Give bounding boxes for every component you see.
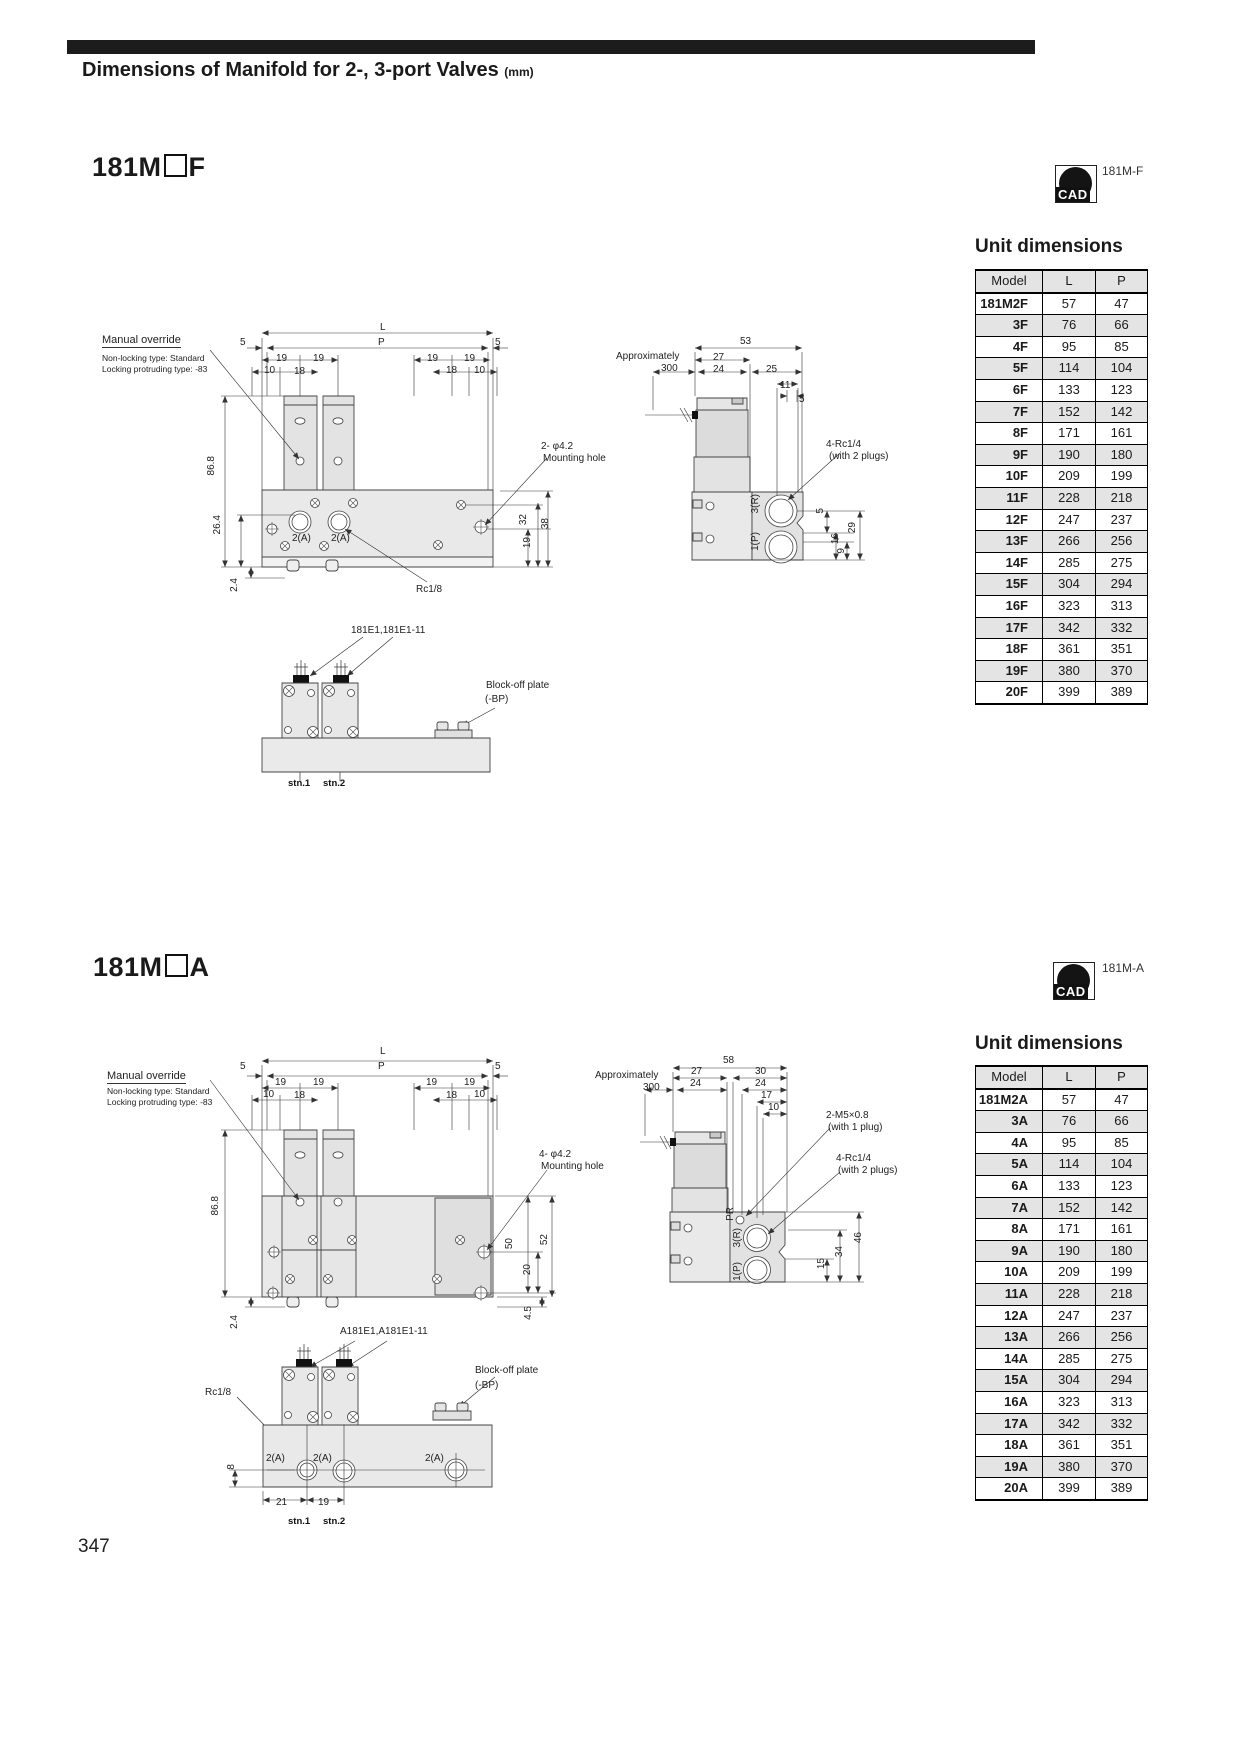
- dim-label: 10: [474, 1089, 486, 1100]
- dim-label: 50: [504, 1238, 515, 1250]
- model-cell: 15A: [976, 1370, 1043, 1392]
- value-cell: 133: [1043, 1175, 1096, 1197]
- unit-dimensions-title-a: Unit dimensions: [975, 1033, 1123, 1054]
- model-cell: 10F: [976, 466, 1043, 488]
- table-row: [976, 315, 1148, 337]
- dim-label: 5: [495, 337, 501, 348]
- cad-ref-label: 181M-A: [1102, 961, 1145, 975]
- table-row: [976, 1348, 1148, 1370]
- port-label: 1(P): [750, 532, 761, 551]
- approx-note: 300: [643, 1082, 660, 1093]
- model-cell: 6F: [976, 379, 1043, 401]
- model-cell: 15F: [976, 574, 1043, 596]
- section-heading-a: 181M A: [93, 952, 210, 982]
- table-row: [976, 531, 1148, 553]
- value-cell: 237: [1096, 1305, 1148, 1327]
- value-cell: 104: [1096, 1154, 1148, 1176]
- value-cell: 209: [1043, 1262, 1096, 1284]
- value-cell: 57: [1043, 1089, 1096, 1111]
- model-cell: 11A: [976, 1283, 1043, 1305]
- station-label: stn.2: [323, 1516, 346, 1527]
- table-row: [976, 509, 1148, 531]
- value-cell: 57: [1043, 293, 1096, 315]
- model-cell: 181M2F: [976, 293, 1043, 315]
- value-cell: 361: [1043, 639, 1096, 661]
- model-cell: 10A: [976, 1262, 1043, 1284]
- mounting-hole-note: Mounting hole: [541, 1161, 604, 1172]
- value-cell: 332: [1096, 1413, 1148, 1435]
- model-cell: 5A: [976, 1154, 1043, 1176]
- title-bar: [67, 40, 1035, 54]
- value-cell: 342: [1043, 1413, 1096, 1435]
- table-row: [976, 1456, 1148, 1478]
- model-cell: 17F: [976, 617, 1043, 639]
- dim-label: 10: [768, 1102, 780, 1113]
- dim-label: 5: [240, 1061, 246, 1072]
- dim-label: 26.4: [212, 515, 223, 535]
- value-cell: 66: [1096, 315, 1148, 337]
- dim-label: 8: [226, 1464, 237, 1470]
- mounting-hole-note: Mounting hole: [543, 453, 606, 464]
- station-label: stn.2: [323, 778, 346, 789]
- table-row: [976, 1132, 1148, 1154]
- value-cell: 370: [1096, 660, 1148, 682]
- port-thread-note: (with 1 plug): [828, 1122, 883, 1133]
- non-locking-note: Non-locking type: Standard: [102, 353, 205, 363]
- table-row: [976, 401, 1148, 423]
- dim-label: P: [378, 1061, 385, 1072]
- model-cell: 20A: [976, 1478, 1043, 1500]
- model-cell: 9F: [976, 444, 1043, 466]
- value-cell: 294: [1096, 574, 1148, 596]
- model-cell: 8A: [976, 1219, 1043, 1241]
- dim-label: 34: [834, 1246, 845, 1258]
- dim-label: 10: [264, 365, 276, 376]
- port-thread-note: (with 2 plugs): [838, 1165, 898, 1176]
- blockoff-note: Block-off plate: [475, 1365, 539, 1376]
- dim-label: 19: [464, 353, 476, 364]
- table-row: [976, 1283, 1148, 1305]
- dim-label: 17: [761, 1090, 773, 1101]
- value-cell: 66: [1096, 1111, 1148, 1133]
- model-cell: 4A: [976, 1132, 1043, 1154]
- model-cell: 7F: [976, 401, 1043, 423]
- valve-ref-note: 181E1,181E1-11: [351, 625, 426, 636]
- dim-label: 30: [755, 1066, 767, 1077]
- dim-label: 19: [464, 1077, 476, 1088]
- approx-note: Approximately: [616, 351, 680, 362]
- model-cell: 16A: [976, 1391, 1043, 1413]
- dim-label: 5: [495, 1061, 501, 1072]
- valve-ref-note: A181E1,A181E1-11: [340, 1326, 428, 1337]
- value-cell: 256: [1096, 1327, 1148, 1349]
- dim-label: 24: [755, 1078, 767, 1089]
- value-cell: 171: [1043, 1219, 1096, 1241]
- col-header-p: P: [1096, 270, 1148, 293]
- port-label: PR: [725, 1207, 736, 1221]
- table-row: [976, 423, 1148, 445]
- station-label: stn.1: [288, 1516, 311, 1527]
- value-cell: 190: [1043, 1240, 1096, 1262]
- value-cell: 247: [1043, 509, 1096, 531]
- model-cell: 19A: [976, 1456, 1043, 1478]
- value-cell: 389: [1096, 682, 1148, 704]
- col-header-l: L: [1043, 1066, 1096, 1089]
- dim-label: L: [380, 1046, 386, 1057]
- dim-label: 19: [313, 353, 325, 364]
- table-row: [976, 639, 1148, 661]
- dim-label: 19: [313, 1077, 325, 1088]
- value-cell: 275: [1096, 552, 1148, 574]
- dim-label: 53: [740, 336, 752, 347]
- bottom-view-drawing-a: [195, 1325, 555, 1535]
- port-label: 2(A): [292, 533, 311, 544]
- front-view-drawing-f: [195, 330, 595, 610]
- page-title: Dimensions of Manifold for 2-, 3-port Valves (mm): [82, 59, 534, 81]
- dim-label: 10: [474, 365, 486, 376]
- port-label: 3(R): [732, 1228, 743, 1248]
- dim-label: 27: [713, 352, 725, 363]
- value-cell: 104: [1096, 358, 1148, 380]
- page-number: 347: [78, 1536, 110, 1557]
- value-cell: 123: [1096, 379, 1148, 401]
- dim-label: 5: [240, 337, 246, 348]
- dim-label: 38: [540, 518, 551, 530]
- table-row: [976, 682, 1148, 704]
- model-cell: 7A: [976, 1197, 1043, 1219]
- model-cell: 6A: [976, 1175, 1043, 1197]
- value-cell: 380: [1043, 660, 1096, 682]
- table-row: [976, 336, 1148, 358]
- value-cell: 209: [1043, 466, 1096, 488]
- model-cell: 18A: [976, 1435, 1043, 1457]
- table-row: [976, 1154, 1148, 1176]
- col-header-p: P: [1096, 1066, 1148, 1089]
- dim-label: 4.5: [523, 1306, 534, 1320]
- dim-label: 29: [847, 522, 858, 534]
- table-row: [976, 379, 1148, 401]
- dim-label: 18: [446, 365, 458, 376]
- table-row: [976, 1089, 1148, 1111]
- port-label: 2(A): [331, 533, 350, 544]
- model-cell: 18F: [976, 639, 1043, 661]
- blockoff-note: (-BP): [475, 1380, 499, 1391]
- value-cell: 152: [1043, 1197, 1096, 1219]
- dim-label: 10: [263, 1089, 275, 1100]
- dim-label: 18: [446, 1090, 458, 1101]
- value-cell: 161: [1096, 1219, 1148, 1241]
- locking-note: Locking protruding type: -83: [107, 1097, 213, 1107]
- value-cell: 247: [1043, 1305, 1096, 1327]
- table-row: [976, 595, 1148, 617]
- model-cell: 17A: [976, 1413, 1043, 1435]
- value-cell: 114: [1043, 358, 1096, 380]
- value-cell: 323: [1043, 595, 1096, 617]
- model-cell: 16F: [976, 595, 1043, 617]
- dim-label: 19: [522, 537, 533, 549]
- value-cell: 85: [1096, 1132, 1148, 1154]
- value-cell: 199: [1096, 466, 1148, 488]
- manual-override-label: Manual override: [107, 1070, 186, 1082]
- dim-label: 18: [294, 1090, 306, 1101]
- value-cell: 228: [1043, 487, 1096, 509]
- value-cell: 342: [1043, 617, 1096, 639]
- dim-label: L: [380, 322, 386, 333]
- mounting-hole-note: 2- φ4.2: [541, 441, 574, 452]
- model-cell: 12F: [976, 509, 1043, 531]
- value-cell: 266: [1043, 531, 1096, 553]
- table-row: [976, 293, 1148, 315]
- dim-label: 21: [276, 1497, 288, 1508]
- port-thread-note: 4-Rc1/4: [836, 1153, 872, 1164]
- model-cell: 8F: [976, 423, 1043, 445]
- value-cell: 180: [1096, 1240, 1148, 1262]
- dim-label: 19: [275, 1077, 287, 1088]
- value-cell: 171: [1043, 423, 1096, 445]
- dim-label: 24: [690, 1078, 702, 1089]
- value-cell: 313: [1096, 1391, 1148, 1413]
- port-thread-note: 2-M5×0.8: [826, 1110, 869, 1121]
- dim-label: 46: [853, 1232, 864, 1244]
- model-cell: 19F: [976, 660, 1043, 682]
- table-row: [976, 1262, 1148, 1284]
- value-cell: 370: [1096, 1456, 1148, 1478]
- value-cell: 95: [1043, 1132, 1096, 1154]
- dim-label: 19: [426, 1077, 438, 1088]
- value-cell: 256: [1096, 531, 1148, 553]
- table-row: [976, 1305, 1148, 1327]
- value-cell: 47: [1096, 293, 1148, 315]
- model-cell: 3F: [976, 315, 1043, 337]
- dim-label: 32: [518, 514, 529, 526]
- dim-label: 5: [799, 394, 805, 405]
- value-cell: 389: [1096, 1478, 1148, 1500]
- port-thread-note: 4-Rc1/4: [826, 439, 862, 450]
- table-row: [976, 1435, 1148, 1457]
- value-cell: 285: [1043, 552, 1096, 574]
- mounting-hole-note: 4- φ4.2: [539, 1149, 572, 1160]
- value-cell: 351: [1096, 1435, 1148, 1457]
- dim-label: 18: [294, 366, 306, 377]
- value-cell: 313: [1096, 595, 1148, 617]
- model-cell: 14A: [976, 1348, 1043, 1370]
- model-cell: 13F: [976, 531, 1043, 553]
- table-header-row: [976, 1066, 1148, 1089]
- dim-label: 27: [691, 1066, 703, 1077]
- section-heading-f: 181M F: [92, 152, 206, 182]
- dim-label: 16: [830, 533, 841, 545]
- approx-note: Approximately: [595, 1070, 659, 1081]
- col-header-l: L: [1043, 270, 1096, 293]
- table-row: [976, 1240, 1148, 1262]
- dim-label: 11: [780, 380, 791, 391]
- value-cell: 323: [1043, 1391, 1096, 1413]
- cad-icon: CAD: [1055, 165, 1097, 203]
- dim-label: 19: [427, 353, 439, 364]
- model-cell: 14F: [976, 552, 1043, 574]
- value-cell: 332: [1096, 617, 1148, 639]
- cad-ref-label: 181M-F: [1102, 164, 1144, 178]
- table-row: [976, 1111, 1148, 1133]
- dim-label: 19: [318, 1497, 330, 1508]
- value-cell: 218: [1096, 1283, 1148, 1305]
- table-row: [976, 617, 1148, 639]
- value-cell: 399: [1043, 682, 1096, 704]
- table-row: [976, 1197, 1148, 1219]
- value-cell: 152: [1043, 401, 1096, 423]
- dim-label: 52: [539, 1234, 550, 1246]
- value-cell: 285: [1043, 1348, 1096, 1370]
- value-cell: 275: [1096, 1348, 1148, 1370]
- value-cell: 133: [1043, 379, 1096, 401]
- table-row: [976, 552, 1148, 574]
- value-cell: 304: [1043, 1370, 1096, 1392]
- value-cell: 380: [1043, 1456, 1096, 1478]
- model-option-box: [165, 954, 188, 977]
- dim-label: P: [378, 337, 385, 348]
- dim-label: 9: [836, 548, 847, 554]
- port-label: 2(A): [313, 1453, 332, 1464]
- dim-label: 86.8: [210, 1196, 221, 1216]
- value-cell: 399: [1043, 1478, 1096, 1500]
- station-label: stn.1: [288, 778, 311, 789]
- model-option-box: [164, 154, 187, 177]
- approx-note: 300: [661, 363, 678, 374]
- value-cell: 85: [1096, 336, 1148, 358]
- value-cell: 190: [1043, 444, 1096, 466]
- model-cell: 13A: [976, 1327, 1043, 1349]
- value-cell: 294: [1096, 1370, 1148, 1392]
- dim-label: 58: [723, 1055, 735, 1066]
- table-row: [976, 444, 1148, 466]
- value-cell: 76: [1043, 315, 1096, 337]
- value-cell: 266: [1043, 1327, 1096, 1349]
- model-cell: 9A: [976, 1240, 1043, 1262]
- value-cell: 361: [1043, 1435, 1096, 1457]
- value-cell: 95: [1043, 336, 1096, 358]
- model-cell: 11F: [976, 487, 1043, 509]
- value-cell: 304: [1043, 574, 1096, 596]
- unit-note: (mm): [504, 65, 534, 79]
- table-row: [976, 1219, 1148, 1241]
- value-cell: 180: [1096, 444, 1148, 466]
- dim-label: 20: [522, 1264, 533, 1276]
- table-row: [976, 1413, 1148, 1435]
- non-locking-note: Non-locking type: Standard: [107, 1086, 210, 1096]
- table-row: [976, 487, 1148, 509]
- value-cell: 142: [1096, 1197, 1148, 1219]
- table-row: [976, 1391, 1148, 1413]
- dim-label: 15: [816, 1258, 827, 1270]
- value-cell: 114: [1043, 1154, 1096, 1176]
- bottom-view-drawing-f: [255, 615, 565, 790]
- value-cell: 161: [1096, 423, 1148, 445]
- model-cell: 5F: [976, 358, 1043, 380]
- model-cell: 181M2A: [976, 1089, 1043, 1111]
- value-cell: 123: [1096, 1175, 1148, 1197]
- value-cell: 76: [1043, 1111, 1096, 1133]
- port-label: 1(P): [732, 1262, 743, 1281]
- col-header-model: Model: [976, 1066, 1043, 1089]
- table-row: [976, 1370, 1148, 1392]
- dim-label: 24: [713, 364, 725, 375]
- model-cell: 3A: [976, 1111, 1043, 1133]
- unit-dimensions-title-f: Unit dimensions: [975, 236, 1123, 257]
- table-row: [976, 466, 1148, 488]
- model-cell: 12A: [976, 1305, 1043, 1327]
- dim-label: 5: [815, 508, 826, 514]
- port-thread-note: Rc1/8: [205, 1387, 232, 1398]
- port-label: 2(A): [425, 1453, 444, 1464]
- dim-label: 86.8: [206, 456, 217, 476]
- locking-note: Locking protruding type: -83: [102, 364, 208, 374]
- value-cell: 218: [1096, 487, 1148, 509]
- value-cell: 199: [1096, 1262, 1148, 1284]
- model-cell: 4F: [976, 336, 1043, 358]
- value-cell: 228: [1043, 1283, 1096, 1305]
- table-header-row: [976, 270, 1148, 293]
- port-thread-note: Rc1/8: [416, 584, 443, 595]
- dim-label: 2.4: [229, 1315, 240, 1329]
- table-row: [976, 1478, 1148, 1500]
- table-row: [976, 574, 1148, 596]
- blockoff-note: Block-off plate: [486, 680, 550, 691]
- value-cell: 142: [1096, 401, 1148, 423]
- value-cell: 47: [1096, 1089, 1148, 1111]
- col-header-model: Model: [976, 270, 1043, 293]
- front-view-drawing-a: [195, 1050, 595, 1340]
- model-cell: 20F: [976, 682, 1043, 704]
- port-label: 3(R): [750, 494, 761, 514]
- table-row: [976, 660, 1148, 682]
- dim-label: 25: [766, 364, 778, 375]
- dim-label: 19: [276, 353, 288, 364]
- table-row: [976, 358, 1148, 380]
- port-thread-note: (with 2 plugs): [829, 451, 889, 462]
- table-row: [976, 1327, 1148, 1349]
- value-cell: 351: [1096, 639, 1148, 661]
- value-cell: 237: [1096, 509, 1148, 531]
- cad-icon: CAD: [1053, 962, 1095, 1000]
- blockoff-note: (-BP): [485, 694, 509, 705]
- manual-override-label: Manual override: [102, 334, 181, 346]
- table-row: [976, 1175, 1148, 1197]
- unit-dimensions-table-f: [975, 269, 1148, 705]
- port-label: 2(A): [266, 1453, 285, 1464]
- dim-label: 2.4: [229, 578, 240, 592]
- unit-dimensions-table-a: [975, 1065, 1148, 1501]
